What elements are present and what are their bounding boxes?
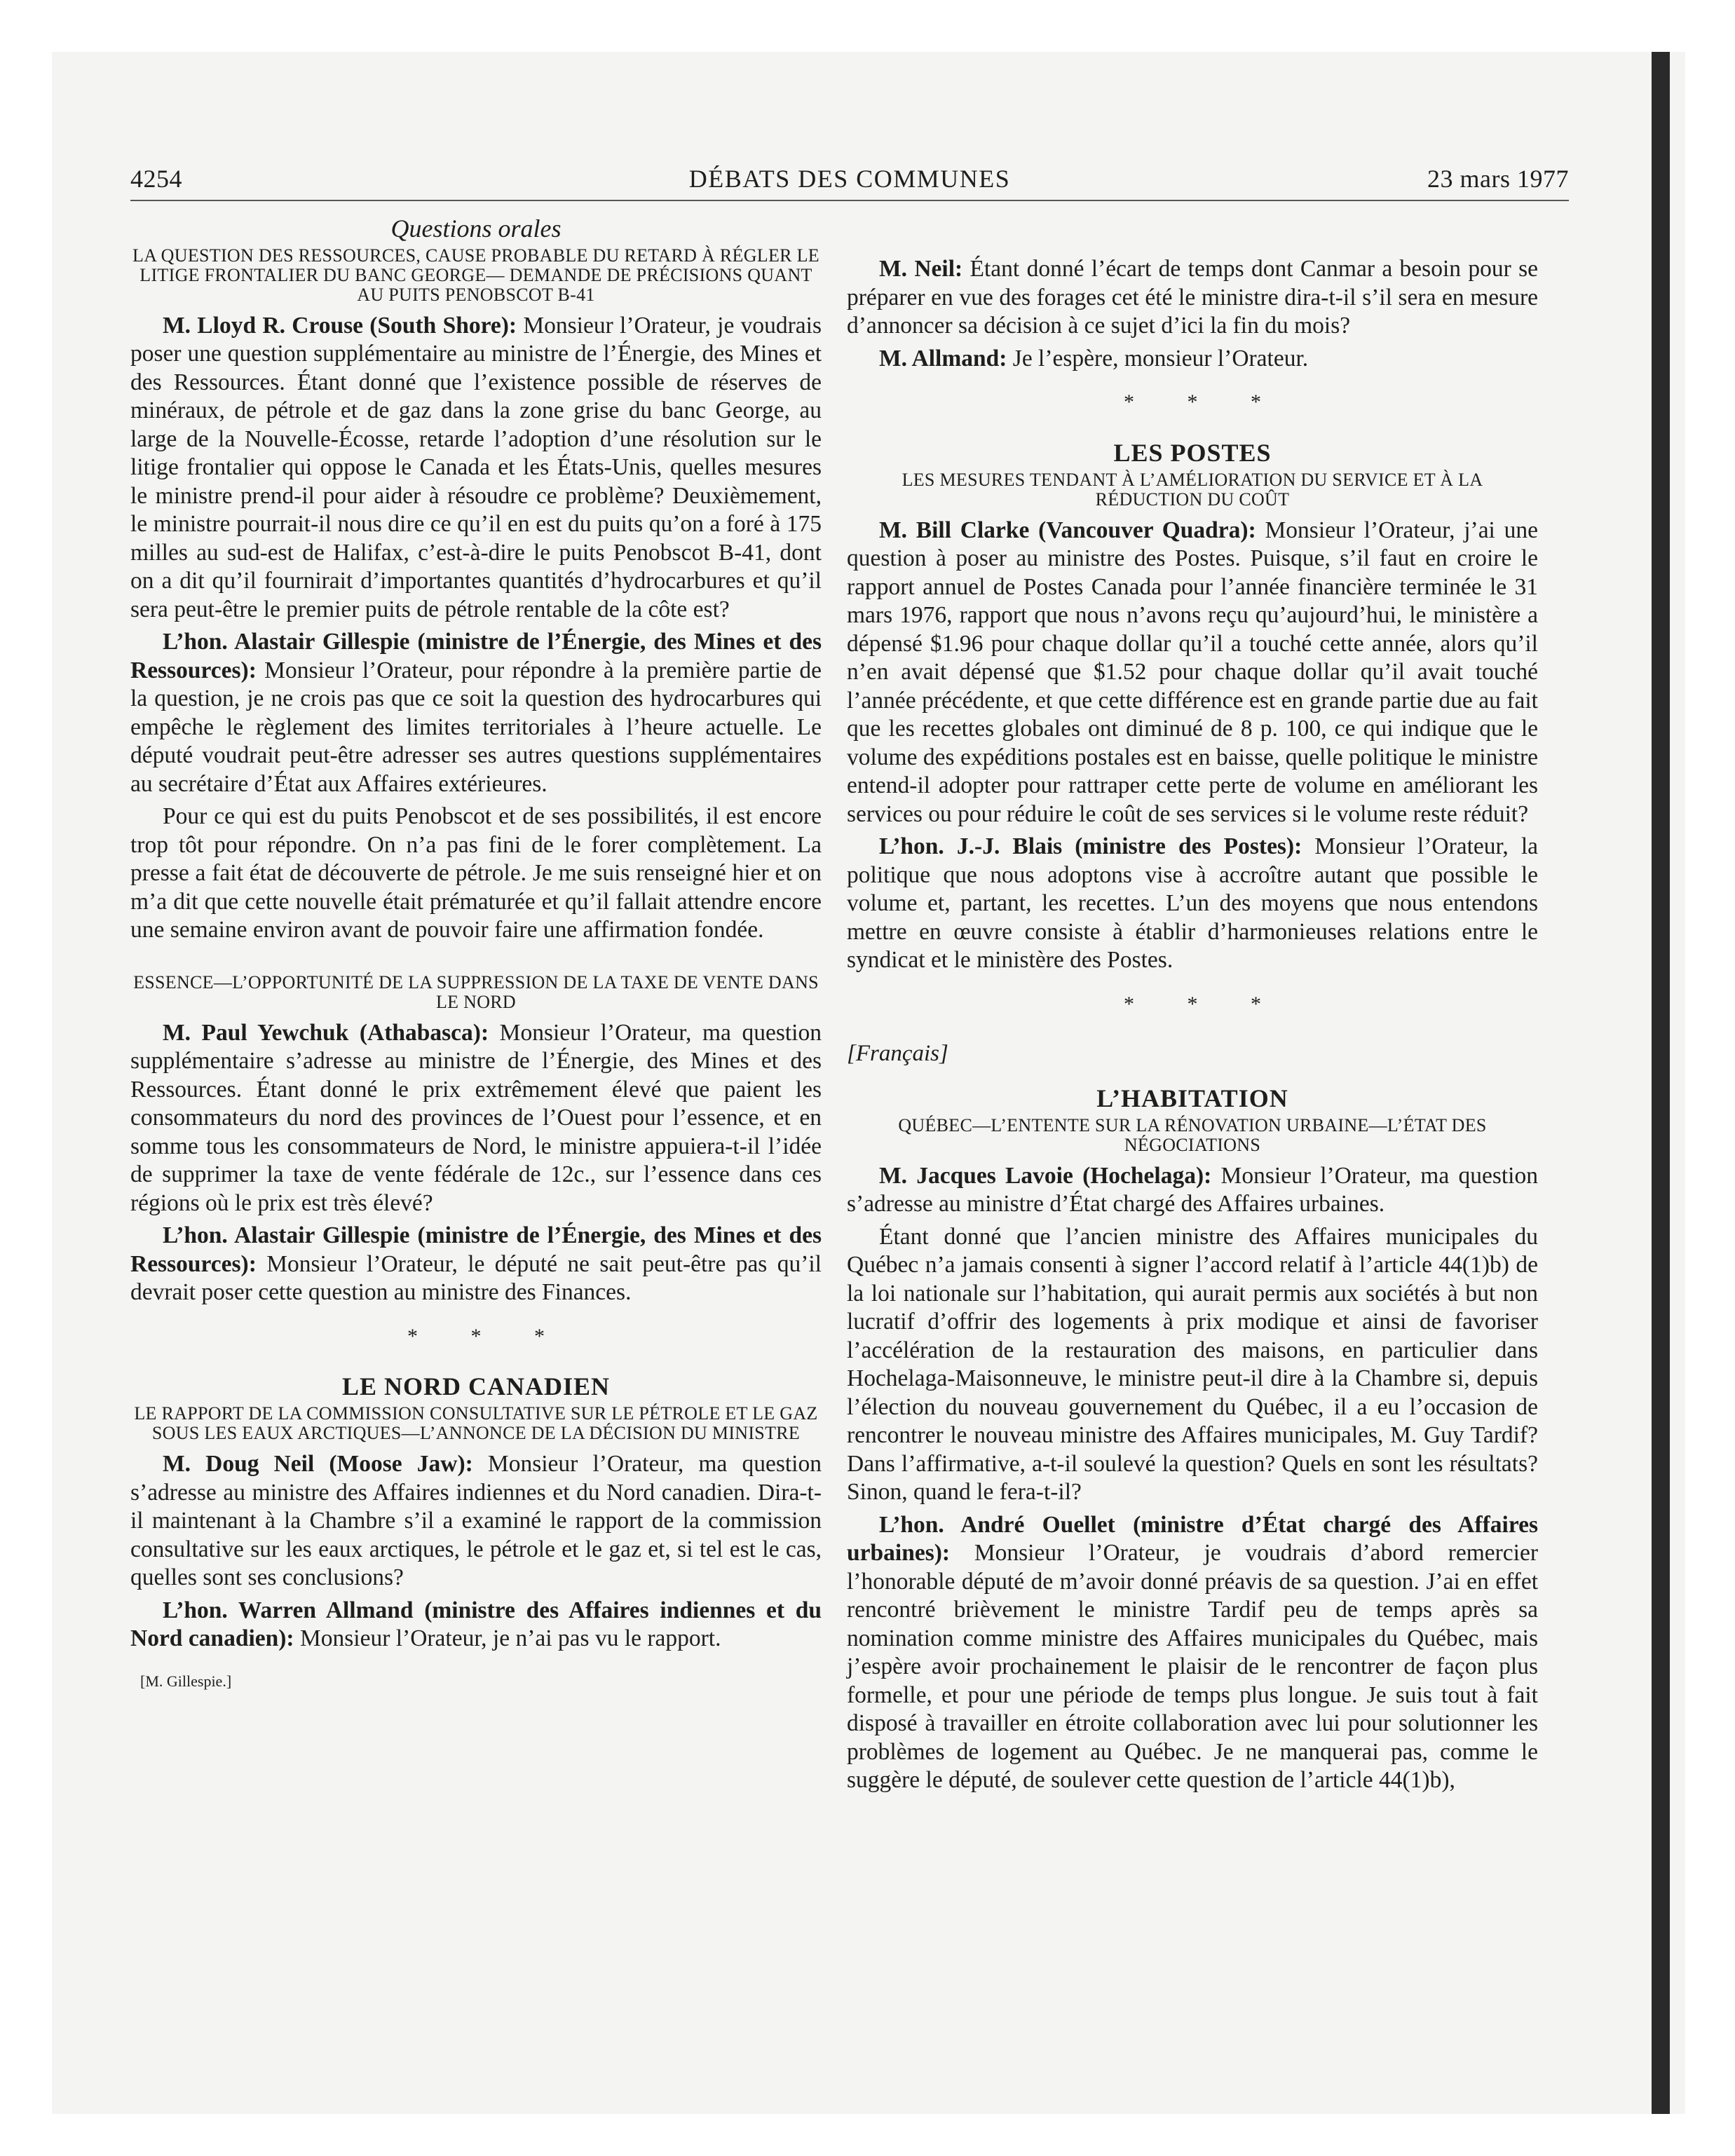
- speech-text: Monsieur l’Orateur, ma question s’adresse au ministre des Affaires indiennes et du Nord canadien. Dira-t-il maintenant à la Chambre s’il a examiné le rapport de la commission consultative sur les eaux arctiques, le pétrole et le gaz et, si tel est le cas, quelles sont ses conclusions?: [130, 1451, 822, 1590]
- page-number: 4254: [130, 165, 182, 193]
- paragraph-neil-1: [130, 1450, 822, 1592]
- running-header: [130, 164, 1569, 198]
- publication-title: DÉBATS DES COMMUNES: [688, 165, 1011, 193]
- paragraph-gillespie-1: [130, 628, 822, 798]
- speaker-name: M. Jacques Lavoie (Hochelaga):: [879, 1162, 1212, 1189]
- right-column: [847, 255, 1538, 1795]
- sitting-date: 23 mars 1977: [1427, 165, 1569, 193]
- subhead-george-bank: LA QUESTION DES RESSOURCES, CAUSE PROBABLE DU RETARD À RÉGLER LE LITIGE FRONTALIER DU BANC GEORGE— DEMANDE DE PRÉCISIONS QUANT AU PUITS PENOBSCOT B-41: [132, 245, 819, 305]
- speaker-name: M. Doug Neil (Moose Jaw):: [163, 1451, 473, 1477]
- speech-text: Monsieur l’Orateur, j’ai une question à poser au ministre des Postes. Puisque, s’il faut en croire le rapport annuel de Postes Canada pour l’année financière terminée le 31 mars 1976, rapport que nous n’avons reçu qu’aujourd’hui, le ministère a dépensé $1.96 pour chaque dollar qu’il a touché cette année, alors qu’il n’en avait dépensé que $1.52 pour chaque dollar qu’il avait touché l’année précédente, et que cette différence est en grande partie due au fait que les recettes globales ont diminué de 8 p. 100, ce qui indique que le volume des expéditions postales est en baisse, quelle politique le ministre entend-il adopter pour rattraper cette perte de volume en améliorant les services ou pour réduire le coût de ses services si le volume reste réduit?: [847, 517, 1538, 827]
- subhead-arctic-report: LE RAPPORT DE LA COMMISSION CONSULTATIVE SUR LE PÉTROLE ET LE GAZ SOUS LES EAUX ARCTIQUES—L’ANNONCE DE LA DÉCISION DU MINISTRE: [134, 1403, 818, 1443]
- heading-habitation: L’HABITATION: [1096, 1084, 1288, 1112]
- speech-text: Monsieur l’Orateur, le député ne sait peut-être pas qu’il devrait poser cette question au ministre des Finances.: [130, 1250, 822, 1305]
- speaker-name: M. Paul Yewchuk (Athabasca):: [163, 1019, 489, 1046]
- paragraph-clarke: [847, 517, 1538, 829]
- subhead-essence: ESSENCE—L’OPPORTUNITÉ DE LA SUPPRESSION DE LA TAXE DE VENTE DANS LE NORD: [133, 971, 819, 1012]
- speech-text: Monsieur l’Orateur, je n’ai pas vu le rapport.: [294, 1625, 721, 1651]
- language-tag: [Français]: [847, 1041, 948, 1066]
- paragraph-neil-2: [847, 255, 1538, 341]
- speech-text: Monsieur l’Orateur, ma question s’adresse au ministre d’État chargé des Affaires urbaines.: [847, 1162, 1538, 1217]
- paragraph-blais: [847, 833, 1538, 975]
- speech-text: Monsieur l’Orateur, ma question supplémentaire s’adresse au ministre de l’Énergie, des Mines et des Ressources. Étant donné le prix extrêmement élevé que paient les consommateurs du nord des provinces de l’Ouest pour l’essence, et en somme tous les consommateurs de Nord, le ministre appuiera-t-il l’idée de supprimer la taxe de vente fédérale de 12c., sur l’essence dans ces régions où le prix est très élevé?: [130, 1019, 822, 1216]
- speaker-name: M. Neil:: [879, 256, 963, 282]
- speaker-name: L’hon. Alastair Gillespie (ministre de l’Énergie, des Mines et des Ressources):: [130, 1222, 822, 1277]
- section-separator: * * *: [1124, 390, 1285, 414]
- paragraph-gillespie-2: Pour ce qui est du puits Penobscot et de ses possibilités, il est encore trop tôt pour répondre. On n’a pas fini de le forer complètement. La presse a fait état de découverte de pétrole. Je me suis renseigné hier et on m’a dit que cette nouvelle était prématurée et qu’il fallait attendre encore une semaine environ avant de pouvoir faire une affirmation fondée.: [130, 803, 822, 943]
- paragraph-lavoie-1: [847, 1162, 1538, 1219]
- paragraph-allmand-1: [130, 1597, 822, 1653]
- scan-edge-border: [1652, 52, 1670, 2114]
- speech-text: Monsieur l’Orateur, je voudrais d’abord remercier l’honorable député de m’avoir donné préavis de sa question. J’ai en effet rencontré brièvement le ministre Tardif peu de temps après sa nomination comme ministre des Affaires municipales du Québec, mais j’espère avoir prochainement le plaisir de le rencontrer de façon plus formelle, et pour une période de temps plus longue. Je suis tout à fait disposé à travailler en étroite collaboration avec lui pour solutionner les problèmes de logement au Québec. Je ne manquerai pas, comme le suggère le député, de soulever cette question de l’article 44(1)b),: [847, 1540, 1538, 1793]
- speaker-name: L’hon. Warren Allmand (ministre des Affaires indiennes et du Nord canadien):: [130, 1597, 822, 1651]
- heading-nord-canadien: LE NORD CANADIEN: [341, 1372, 611, 1400]
- subhead-habitation: QUÉBEC—L’ENTENTE SUR LA RÉNOVATION URBAINE—L’ÉTAT DES NÉGOCIATIONS: [898, 1114, 1487, 1155]
- paragraph-allmand-2: [847, 345, 1538, 374]
- section-separator: * * *: [407, 1324, 569, 1348]
- paragraph-crouse: [130, 312, 822, 625]
- speaker-name: M. Bill Clarke (Vancouver Quadra):: [879, 517, 1256, 543]
- section-label: Questions orales: [390, 214, 562, 243]
- speech-text: Étant donné l’écart de temps dont Canmar a besoin pour se préparer en vue des forages cet été le ministre dira-t-il s’il sera en mesure d’annoncer sa décision à ce sujet d’ici la fin du mois?: [847, 256, 1539, 339]
- section-separator: * * *: [1124, 992, 1285, 1016]
- subhead-postes: LES MESURES TENDANT À L’AMÉLIORATION DU SERVICE ET À LA RÉDUCTION DU COÛT: [901, 469, 1483, 510]
- heading-les-postes: LES POSTES: [1113, 438, 1272, 467]
- speaker-name: L’hon. J.-J. Blais (ministre des Postes):: [879, 833, 1302, 859]
- speaker-name: M. Lloyd R. Crouse (South Shore):: [163, 312, 517, 339]
- speech-text: Monsieur l’Orateur, la politique que nous adoptons vise à accroître autant que possible le volume et, partant, les recettes. L’un des moyens que nous entendons mettre en œuvre consiste à établir d’harmonieuses relations entre le syndicat et le ministère des Postes.: [847, 833, 1538, 973]
- speaker-name: M. Allmand:: [879, 345, 1007, 371]
- speech-text: Je l’espère, monsieur l’Orateur.: [1007, 345, 1309, 371]
- speaker-name: L’hon. Alastair Gillespie (ministre de l’Énergie, des Mines et des Ressources):: [130, 629, 822, 683]
- header-rule: [130, 200, 1569, 201]
- paragraph-gillespie-3: [130, 1222, 822, 1307]
- page-footer-note: [M. Gillespie.]: [140, 1672, 232, 1690]
- left-column: [130, 214, 822, 1696]
- speaker-name: L’hon. André Ouellet (ministre d’État chargé des Affaires urbaines):: [847, 1511, 1538, 1566]
- paragraph-lavoie-2: Étant donné que l’ancien ministre des Affaires municipales du Québec n’a jamais consenti à signer l’accord relatif à l’article 44(1)b) de la loi nationale sur l’habitation, qui aurait permis aux sociétés à but non lucratif d’offrir des logements à prix modique et ainsi de favoriser l’accélération de la restauration des maisons, en particulier dans Hochelaga-Maisonneuve, le ministre peut-il dire à la Chambre si, depuis l’élection du nouveau gouvernement du Québec, il a eu l’occasion de rencontrer le nouveau ministre des Affaires municipales, M. Guy Tardif? Dans l’affirmative, a-t-il soulevé la question? Quels en sont les résultats? Sinon, quand le fera-t-il?: [847, 1223, 1538, 1505]
- speech-text: Monsieur l’Orateur, je voudrais poser une question supplémentaire au ministre de l’Énergie, des Mines et des Ressources. Étant donné que l’existence possible de réserves de minéraux, de pétrole et de gaz dans la zone grise du banc George, au large de la Nouvelle-Écosse, retarde l’adoption d’une résolution sur le litige frontalier qui oppose le Canada et les États-Unis, quelles mesures le ministre prend-il pour aider à résoudre ce problème? Deuxièmement, le ministre pourrait-il nous dire ce qu’il en est du puits qu’on a foré à 175 milles au sud-est de Halifax, c’est-à-dire le puits Penobscot B-41, dont on a dit qu’il fournirait d’importantes quantités d’hydrocarbures et qu’il sera peut-être le premier puits de pétrole rentable de la côte est?: [130, 312, 822, 622]
- paragraph-ouellet: [847, 1511, 1538, 1795]
- speech-text: Monsieur l’Orateur, pour répondre à la première partie de la question, je ne crois pas que ce soit la question des hydrocarbures qui empêche le règlement des limites territoriales à l’heure actuelle. Le député voudrait peut-être adresser ses autres questions supplémentaires au secrétaire d’État aux Affaires extérieures.: [130, 657, 822, 797]
- paragraph-yewchuk: [130, 1019, 822, 1218]
